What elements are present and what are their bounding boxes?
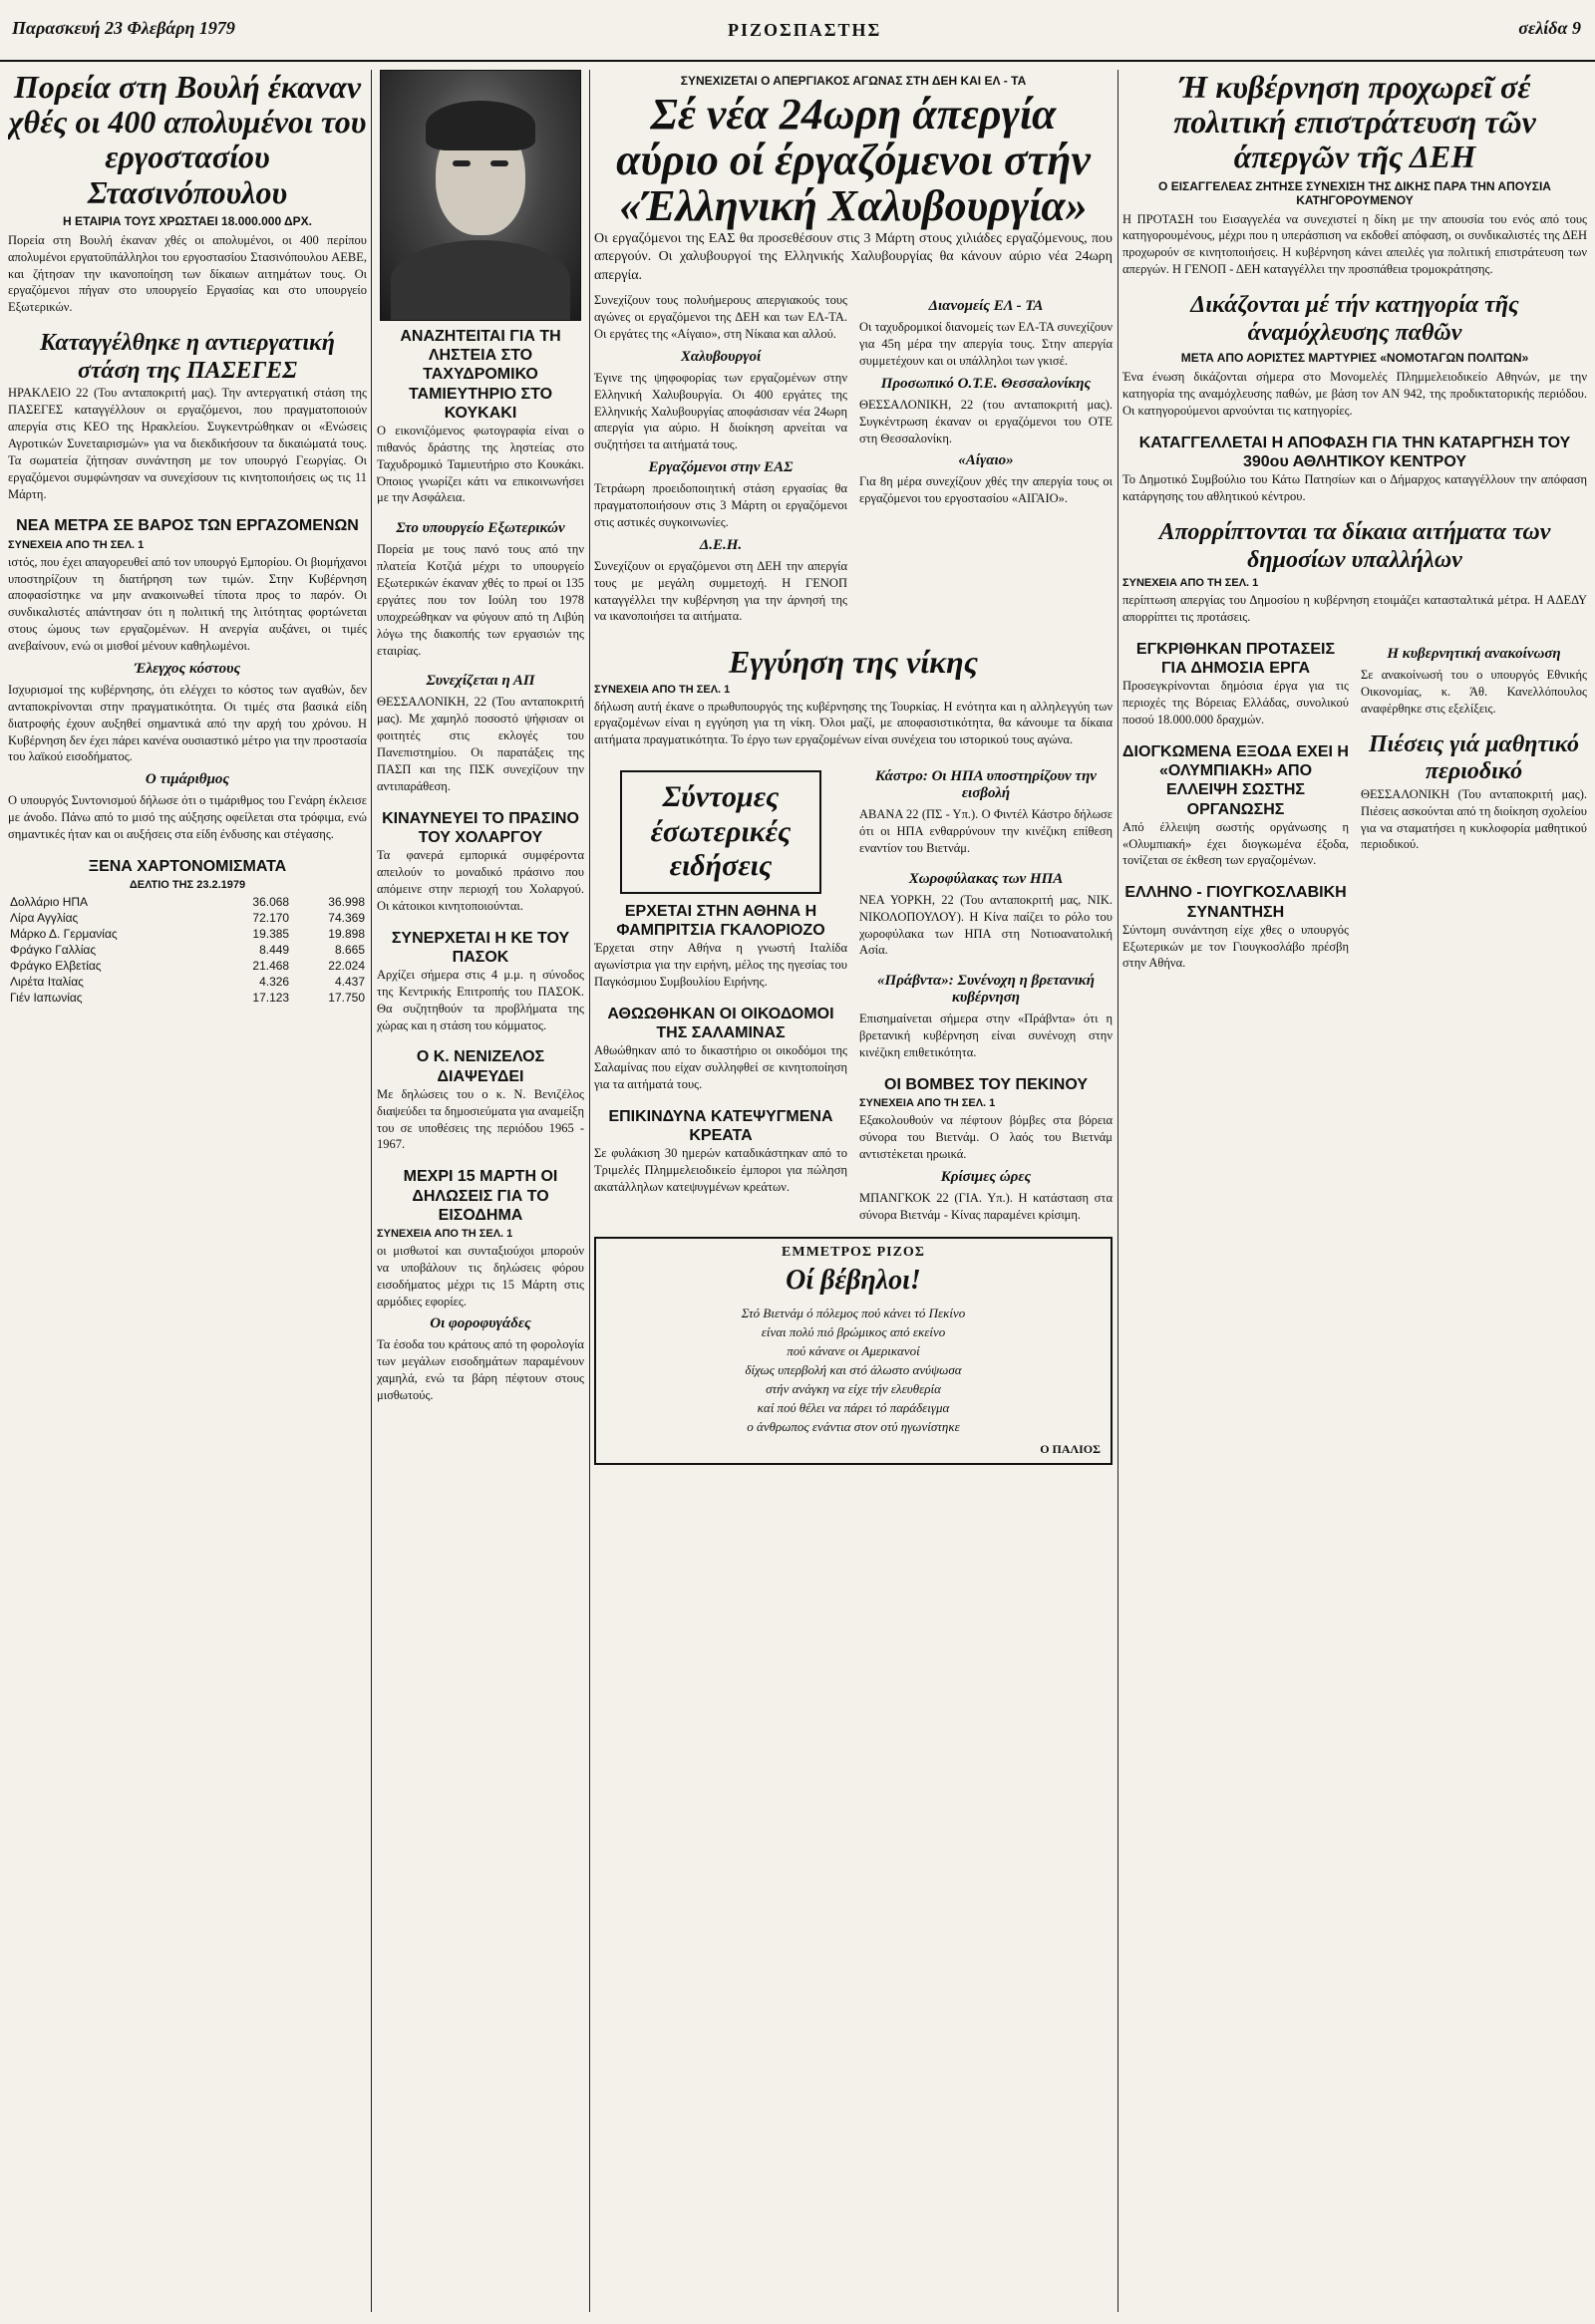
article-usa xyxy=(859,871,1113,960)
article-body: ιστός, που έχει απαγορευθεί από τον υπουργό Εμπορίου. Οι βιομήχανοι υποστηρίζουν τη διατήρηση των τιμών. Στην Κυβέρνηση αποφασίστηκε να μην ανακοινωθεί τίποτα προς το παρόν. Οι συνδικαλιστές απάντησαν ότι η πολιτική της λιτότητας φορτώνεται στους ώμους των εργαζομένων. Η ανεργία αυξάνει, οι τιμές ανεβαίνουν, ενώ οι μισθοί μένουν καθηλωμένοι. xyxy=(8,554,367,653)
article-school-magazine xyxy=(1361,731,1587,854)
kicker: ΣΥΝΕΧΙΖΕΤΑΙ Ο ΑΠΕΡΓΙΑΚΟΣ ΑΓΩΝΑΣ ΣΤΗ ΔΕΗ ΚΑΙ ΕΛ - ΤΑ xyxy=(680,74,1027,88)
subheading: Οι φοροφυγάδες xyxy=(430,1315,531,1332)
headline: Σέ νέα 24ωρη άπεργία αύριο οί έργαζόμενοι στήν «Έλληνική Χαλυβουργία» xyxy=(616,90,1091,231)
headline: ΕΠΙΚΙΝΔΥΝΑ ΚΑΤΕΨΥΓΜΕΝΑ ΚΡΕΑΤΑ xyxy=(608,1107,833,1144)
poem-line: Στό Βιετνάμ ό πόλεμος πού κάνει τό Πεκίνο xyxy=(741,1306,966,1321)
subheading: Στο υπουργείο Εξωτερικών xyxy=(396,520,565,537)
headline: ΟΙ ΒΟΜΒΕΣ ΤΟΥ ΠΕΚΙΝΟΥ xyxy=(884,1075,1088,1093)
article-body: Οι ταχυδρομικοί διανομείς των ΕΛ-ΤΑ συνεχίζουν για 45η μέρα την απεργία τους. Στην απεργία συμμετέχουν και οι υπάλληλοι των γκισέ. xyxy=(859,320,1113,368)
subheading: Ο τιμάριθμος xyxy=(145,771,230,788)
fx-currency: Γιέν Ιαπωνίας xyxy=(10,991,83,1006)
lower-section xyxy=(1122,640,1587,986)
article-body: Πορεία στη Βουλή έκαναν χθές οι απολυμένοι, οι 400 περίπου απολυμένοι εργατοϋπάλληλοι του εργοστασίου Στασινόπουλου ΑΕΒΕ, και ζήτησαν την ικανοποίηση των δίκαιων αιτημάτων τους. Οι εργαζόμενοι πήγαν στο υπουργείο Εργασίας και στο υπουργείο Εξωτερικών. xyxy=(8,232,367,315)
fx-sell: 36.998 xyxy=(328,895,365,910)
headline: Δικάζονται μέ τήν κατηγορία τῆς άναμόχλευσης παθῶν xyxy=(1190,292,1519,346)
subheading: Κρίσιμες ώρες xyxy=(940,1168,1032,1185)
headline: ΕΛΛΗΝΟ - ΓΙΟΥΓΚΟΣΛΑΒΙΚΗ ΣΥΝΑΝΤΗΣΗ xyxy=(1124,884,1347,921)
subheading: Έλεγχος κόστους xyxy=(134,660,241,677)
fx-row xyxy=(8,958,367,974)
fx-row xyxy=(8,926,367,942)
article-body: Έρχεται στην Αθήνα η γνωστή Ιταλίδα αγωνίστρια για την ειρήνη, μέλος της ηγεσίας του Παγκόσμιου Συμβουλίου Ειρήνης. xyxy=(594,941,847,989)
page-number: σελίδα 9 xyxy=(1518,18,1581,38)
article-steel-strike xyxy=(594,74,1113,631)
headline: Ή κυβέρνηση προχωρεῖ σέ πολιτική επιστράτευση τῶν άπεργῶν τῆς ΔΕΗ xyxy=(1173,70,1536,175)
article-body: Τα φανερά εμπορικά συμφέροντα απειλούν το μοναδικό πράσινο που απόμεινε στην περιοχή του Χολαργού. Οι κάτοικοι κινητοποιούνται. xyxy=(377,848,584,913)
continued-label: ΣΥΝΕΧΕΙΑ ΑΠΟ ΤΗ ΣΕΛ. 1 xyxy=(377,1227,513,1240)
article-pasegas xyxy=(8,330,367,502)
fx-buy: 8.449 xyxy=(259,943,290,958)
article-meat xyxy=(594,1107,847,1196)
headline: ΣΥΝΕΡΧΕΤΑΙ Η ΚΕ ΤΟΥ ΠΑΣΟΚ xyxy=(391,929,570,966)
table-subtitle: ΔΕΛΤΙΟ ΤΗΣ 23.2.1979 xyxy=(129,879,246,892)
subheading: Προσωπικό Ο.Τ.Ε. Θεσσαλονίκης xyxy=(880,375,1092,392)
article-body: ΗΡΑΚΛΕΙΟ 22 (Του ανταποκριτή μας). Την αντεργατική στάση της ΠΑΣΕΓΕΣ καταγγέλλουν οι εργαζόμενοι, που πραγματοποιούν απεργία στις ΚΕΟ της Ηρακλείου. Συγκεντρώθηκαν οι «Ενώσεις Αγροτικών Συνεταιρισμών» για να διεκδικήσουν τα δικαιώματά τους. Τα σωματεία ζήτησαν συνάντηση με τον υπουργό Γεωργίας. Οι εργαζόμενοι συμφώνησαν να συνεχίσουν τις κινητοποιήσεις ως τις 11 Μάρτη. xyxy=(8,386,367,501)
column-rule xyxy=(589,70,590,2312)
column-4 xyxy=(1122,70,1587,986)
fx-currency: Φράγκο Γαλλίας xyxy=(10,943,97,958)
poem-box xyxy=(594,1237,1113,1465)
article-body: ΘΕΣΣΑΛΟΝΙΚΗ, 22 (του ανταποκριτή μας). Συγκέντρωση έκαναν οι εργαζόμενοι του ΟΤΕ στη Θεσσαλονίκη. xyxy=(859,397,1113,445)
masthead xyxy=(0,0,1595,62)
fx-sell: 22.024 xyxy=(328,959,365,974)
headline: Απορρίπτονται τα δίκαια αιτήματα των δημοσίων υπαλλήλων xyxy=(1158,519,1551,573)
article-body: Τετράωρη προειδοποιητική στάση εργασίας θα πραγματοποιήσουν στις 3 Μάρτη οι εργαζόμενοι στις αστικές συγκοινωνίες. xyxy=(594,481,847,529)
fx-sell: 4.437 xyxy=(334,975,365,990)
headline: Πορεία στη Βουλή έκαναν χθές οι 400 απολυμένοι του εργοστασίου Στασινόπουλου xyxy=(8,70,367,210)
article-body: Ο υπουργός Συντονισμού δήλωσε ότι ο τιμάριθμος του Γενάρη έκλεισε με άνοδο. Πάνω από το μισό της αύξησης οφείλεται στα τρόφιμα, ενώ σημαντικές ήταν και οι αυξήσεις στα είδη ένδυσης και στέγασης. xyxy=(8,793,367,841)
fx-row xyxy=(8,894,367,910)
subheading: Κάστρο: Οι ΗΠΑ υποστηρίζουν την εισβολή xyxy=(875,768,1097,802)
article-body: Εξακολουθούν να πέφτουν βόμβες στα βόρεια σύνορα του Βιετνάμ. Ο λαός του Βιετνάμ αντιστέκεται ηρωικά. xyxy=(859,1113,1113,1161)
fx-row xyxy=(8,990,367,1006)
continued-label: ΣΥΝΕΧΕΙΑ ΑΠΟ ΤΗ ΣΕΛ. 1 xyxy=(1122,577,1259,590)
fx-currency: Φράγκο Ελβετίας xyxy=(10,959,102,974)
headline: ΝΕΑ ΜΕΤΡΑ ΣΕ ΒΑΡΟΣ ΤΩΝ ΕΡΓΑΖΟΜΕΝΩΝ xyxy=(16,517,359,535)
article-body: Αθωώθηκαν από το δικαστήριο οι οικοδόμοι της Σαλαμίνας που είχαν συλληφθεί σε κινητοποίηση για τα αιτήματά τους. xyxy=(594,1043,847,1091)
headline: ΔΙΟΓΚΩΜΕΝΑ ΕΞΟΔΑ ΕΧΕΙ Η «ΟΛΥΜΠΙΑΚΗ» ΑΠΟ ΕΛΛΕΙΨΗ ΣΩΣΤΗΣ ΟΡΓΑΝΩΣΗΣ xyxy=(1122,742,1349,818)
fx-buy: 17.123 xyxy=(252,991,290,1006)
subheading: Χωροφύλακας των ΗΠΑ xyxy=(908,870,1064,887)
subheading: Εργαζόμενοι στην ΕΑΣ xyxy=(648,459,794,476)
article-body: Ισχυρισμοί της κυβέρνησης, ότι ελέγχει το κόστος των αγαθών, δεν ανταποκρίνονται στην πραγματικότητα. Οι τιμές στα βασικά είδη διατροφής έχουν αυξηθεί σημαντικά από την αρχή του χρόνου. Η Κυβέρνηση δεν έχει πάρει κανένα ουσιαστικό μέτρο για την προστασία του λαϊκού εισοδήματος. xyxy=(8,682,367,764)
headline: ΑΘΩΩΘΗΚΑΝ ΟΙ ΟΙΚΟΔΟΜΟΙ ΤΗΣ ΣΑΛΑΜΙΝΑΣ xyxy=(607,1005,834,1041)
article-body: Ο εικονιζόμενος φωτογραφία είναι ο πιθανός δράστης της ληστείας στο Ταχυδρομικό Ταμιευτήριο στο Κουκάκι. Όποιος γνωρίζει κάτι να επικοινωνήσει με την Ασφάλεια. xyxy=(377,423,584,505)
column-rule xyxy=(1117,70,1118,2312)
headline: Καταγγέλθηκε η αντιεργατική στάση της ΠΑΣΕΓΕΣ xyxy=(40,330,335,384)
column-rule xyxy=(371,70,372,2312)
subheading: Δ.Ε.Η. xyxy=(699,536,743,553)
poem-line: δίχως υπερβολή και στό άλωστο ανύψωσα xyxy=(745,1362,962,1378)
kicker: ΜΕΤΑ ΑΠΟ ΑΟΡΙΣΤΕΣ ΜΑΡΤΥΡΙΕΣ «ΝΟΜΟΤΑΓΩΝ ΠΟΛΙΤΩΝ» xyxy=(1180,351,1529,366)
article-body: Έγινε της ψηφοφορίας των εργαζομένων στην Ελληνική Χαλυβουργία. Οι 400 εργάτες της Ελληνικής Χαλυβουργίας αποφάσισαν νέα 24ωρη απεργία για αύριο. Η διοίκηση αρνείται να συζητήσει τα αιτήματά τους. xyxy=(594,370,847,452)
headline: ΕΡΧΕΤΑΙ ΣΤΗΝ ΑΘΗΝΑ Η ΦΑΜΠΡΙΤΣΙΑ ΓΚΑΛΟΡΙΟΖΟ xyxy=(616,902,825,939)
article-body: Επισημαίνεται σήμερα στην «Πράβντα» ότι η βρετανική κυβέρνηση είναι συνένοχη στην κινέζικη επιθετικότητα. xyxy=(859,1012,1113,1060)
column-3 xyxy=(594,70,1113,1465)
lower-section xyxy=(594,762,1113,1237)
article-new-measures xyxy=(8,516,367,842)
fx-buy: 4.326 xyxy=(259,975,290,990)
article-public-works xyxy=(1122,640,1349,728)
article-guarantee xyxy=(594,645,1113,748)
poem-line: καί πού θέλει να πάρει τό παράδειγμα xyxy=(757,1399,950,1415)
article-salamis xyxy=(594,1005,847,1093)
article-body: Αρχίζει σήμερα στις 4 μ.μ. η σύνοδος της Κεντρικής Επιτροπής του ΠΑΣΟΚ. Θα συζητηθούν τα προβλήματα της χώρας και η στάση του κόμματος. xyxy=(377,967,584,1032)
article-body: οι μισθωτοί και συνταξιούχοι μπορούν να υποβάλουν τις δηλώσεις φόρου εισοδήματος μέχρι τις 15 Μάρτη στις αρμόδιες εφορίες. xyxy=(377,1243,584,1308)
continued-label: ΣΥΝΕΧΕΙΑ ΑΠΟ ΤΗ ΣΕΛ. 1 xyxy=(8,538,145,551)
headline: ΑΝΑΖΗΤΕΙΤΑΙ ΓΙΑ ΤΗ ΛΗΣΤΕΙΑ ΣΤΟ ΤΑΧΥΔΡΟΜΙΚΟ ΤΑΜΙΕΥΤΗΡΙΟ ΣΤΟ ΚΟΥΚΑΚΙ xyxy=(400,328,561,422)
subheading: Χαλυβουργοί xyxy=(680,348,762,365)
poem-line: ο άνθρωπος ενάντια στον οτύ ηγωνίστηκε xyxy=(747,1418,960,1434)
article-sports-center xyxy=(1122,434,1587,505)
article-body: ΜΠΑΝΓΚΟΚ 22 (ΓΙΑ. Υπ.). Η κατάσταση στα σύνορα Βιετνάμ - Κίνας παραμένει κρίσιμη. xyxy=(859,1190,1113,1222)
article-body: Για 8η μέρα συνεχίζουν χθές την απεργία τους οι εργαζόμενοι του εργοστασίου «ΑΙΓΑΙΟ». xyxy=(859,474,1113,506)
article-stasinopoulos xyxy=(8,70,367,316)
headline: Ο Κ. ΝΕΝΙΖΕΛΟΣ ΔΙΑΨΕΥΔΕΙ xyxy=(416,1048,545,1085)
article-castro xyxy=(859,768,1113,857)
subheading: «Πράβντα»: Συνένοχη η βρετανική κυβέρνηση xyxy=(877,973,1095,1007)
issue-date: Παρασκευή 23 Φλεβάρη 1979 xyxy=(12,18,235,38)
headline: ΚΙΝΑΥΝΕΥΕΙ ΤΟ ΠΡΑΣΙΝΟ ΤΟΥ ΧΟΛΑΡΓΟΥ xyxy=(382,809,579,846)
fx-sell: 74.369 xyxy=(328,911,365,926)
article-body: Πορεία με τους πανό τους από την πλατεία Κοτζιά μέχρι το υπουργείο Εξωτερικών έκαναν χθές το πρωί οι 135 εργάτες που τον Ιούλη του 1978 υποχρεώθηκαν να φύγουν από τη Λιβύη λόγω της διακοπής των εργασιών της εταιρίας. xyxy=(377,542,584,658)
article-yugoslav xyxy=(1122,883,1349,972)
column-2 xyxy=(377,70,584,1418)
article-civil-servants xyxy=(1122,519,1587,626)
fx-table xyxy=(8,894,367,1006)
fx-currency: Μάρκο Δ. Γερμανίας xyxy=(10,927,118,942)
continued-label: ΣΥΝΕΧΕΙΑ ΑΠΟ ΤΗ ΣΕΛ. 1 xyxy=(859,1097,996,1110)
fx-buy: 72.170 xyxy=(252,911,290,926)
article-body: Το Δημοτικό Συμβούλιο του Κάτω Πατησίων και ο Δήμαρχος καταγγέλλουν την απόφαση κατάργησης του αθλητικού κέντρου. xyxy=(1122,472,1587,504)
fx-sell: 8.665 xyxy=(334,943,365,958)
fx-row xyxy=(8,910,367,926)
article-body: ΝΕΑ ΥΟΡΚΗ, 22 (Του ανταποκριτή μας, ΝΙΚ. ΝΙΚΟΛΟΠΟΥΛΟΥ). Η Κίνα παίζει το ρόλο του χωροφύλακα των ΗΠΑ στη Νοτιοανατολική Ασία. xyxy=(859,892,1113,958)
article-body: Με δηλώσεις του ο κ. Ν. Βενιζέλος διαψεύδει τα δημοσιεύματα για αναμείξη του σε υποθέσεις της περιόδου 1965 - 1967. xyxy=(377,1086,584,1152)
article-pasok xyxy=(377,929,584,1034)
article-dei-mobilisation xyxy=(1122,70,1587,278)
poem-lines xyxy=(606,1305,1101,1436)
fx-currency: Λιρέτα Ιταλίας xyxy=(10,975,84,990)
article-green xyxy=(377,809,584,915)
fx-buy: 21.468 xyxy=(252,959,290,974)
continued-label: ΣΥΝΕΧΕΙΑ ΑΠΟ ΤΗ ΣΕΛ. 1 xyxy=(594,683,731,696)
article-olympic xyxy=(1122,742,1349,869)
fx-row xyxy=(8,942,367,958)
headline: ΜΕΧΡΙ 15 ΜΑΡΤΗ ΟΙ ΔΗΛΩΣΕΙΣ ΓΙΑ ΤΟ ΕΙΣΟΔΗΜΑ xyxy=(403,1168,558,1224)
poem-line: πού κάνανε οι Αμερικανοί xyxy=(787,1343,920,1359)
kicker: Η ΕΤΑΙΡΙΑ ΤΟΥΣ ΧΡΩΣΤΑΕΙ 18.000.000 ΔΡΧ. xyxy=(63,213,312,228)
article-body: Συνεχίζουν οι εργαζόμενοι στη ΔΕΗ την απεργία τους με μεγάλη συμμετοχή. Η ΓΕΝΟΠ καταγγέλλει την κυβέρνηση για την άρνησή της να ικανοποιήσει τα αιτήματα. xyxy=(594,558,847,624)
article-body: Συνεχίζουν τους πολυήμερους απεργιακούς τους αγώνες οι εργαζόμενοι της ΔΕΗ και των ΕΛ-ΤΑ. Οι εργάτες της «Αίγαιο», στη Νίκαια και αλλού. xyxy=(594,293,847,341)
poem-line: στήν ανάγκη να είχε τήν ελευθερία xyxy=(766,1380,941,1396)
article-body: Προσεγκρίνονται δημόσια έργα για τις περιοχές της Βόρειας Ελλάδας, συνολικού ποσού 18.000.000 δραχμών. xyxy=(1122,679,1349,727)
article-ministry xyxy=(377,520,584,659)
headline: Εγγύηση της νίκης xyxy=(729,644,978,681)
headline: ΚΑΤΑΓΓΕΛΛΕΤΑΙ Η ΑΠΟΦΑΣΗ ΓΙΑ ΤΗΝ ΚΑΤΑΡΓΗΣΗ ΤΟΥ 390ου ΑΘΛΗΤΙΚΟΥ ΚΕΝΤΡΟΥ xyxy=(1138,434,1571,471)
article-body: Σε ανακοίνωσή του ο υπουργός Εθνικής Οικονομίας, κ. Άθ. Κανελλόπουλος αναφέρθηκε στις εξελίξεις. xyxy=(1361,667,1587,716)
fx-currency: Δολλάριο ΗΠΑ xyxy=(10,895,89,910)
subheading: Διανομείς ΕΛ - ΤΑ xyxy=(928,298,1044,315)
article-arrive xyxy=(594,902,847,991)
article-body: Σε φυλάκιση 30 ημερών καταδικάστηκαν από το Τριμελές Πλημμελειοδικείο έμποροι για πώληση ακατάλληλων κατεψυγμένων κρεάτων. xyxy=(594,1146,847,1194)
fx-buy: 36.068 xyxy=(252,895,290,910)
subheading: «Αίγαιο» xyxy=(958,452,1014,469)
article-body: ΑΒΑΝΑ 22 (ΠΣ - Υπ.). Ο Φιντέλ Κάστρο δήλωσε ότι οι ΗΠΑ ενθαρρύνουν την κινέζικη επίθεση εναντίον του Βιετνάμ. xyxy=(859,807,1113,855)
article-bombs xyxy=(859,1075,1113,1224)
kicker: Ο ΕΙΣΑΓΓΕΛΕΑΣ ΖΗΤΗΣΕ ΣΥΝΕΧΙΣΗ ΤΗΣ ΔΙΚΗΣ ΠΑΡΑ ΤΗΝ ΑΠΟΥΣΙΑ ΚΑΤΗΓΟΡΟΥΜΕΝΟΥ xyxy=(1158,178,1551,207)
article-wanted xyxy=(377,327,584,506)
article-body: Η ΠΡΟΤΑΣΗ του Εισαγγελέα να συνεχιστεί η δίκη με την απουσία του ενός από τους κατηγορουμένους, μέχρι που η υπεράσπιση να εκδοθεί απόφαση, οι συνδικαλιστές της ΔΕΗ προχωρούν σε κινητοποιήσεις. Η κυβέρνηση κάνει απειλές για πολιτική επιστράτευση των απεργών. Η ΓΕΝΟΠ - ΔΕΗ καταγγέλλει την προσπάθεια τρομοκράτησης. xyxy=(1122,211,1587,277)
article-body: Ένα ένωση δικάζονται σήμερα στο Μονομελές Πλημμελειοδικείο Αθηνών, με την κατηγορία της αναμόχλευσης παθών, με βάση τον ΑΝ 942, της προδικτατορικής περιόδου. Οι κατηγορούμενοι αρνούνται τις κατηγορίες. xyxy=(1122,370,1587,418)
poem-line: είναι πολύ πιό βρώμικος από εκείνο xyxy=(761,1324,946,1340)
article-gov-announcement xyxy=(1361,646,1587,718)
article-body: ΘΕΣΣΑΛΟΝΙΚΗ, 22 (Του ανταποκριτή μας). Με χαμηλό ποσοστό ψήφισαν οι φοιτητές στις εκλογές του Πανεπιστημίου. Οι παρατάξεις της ΠΑΣΠ και της ΠΣΚ συνεχίζουν την αντιπαράθεση. xyxy=(377,695,584,793)
poem-author: Ο ΠΑΛΙΟΣ xyxy=(1040,1442,1101,1457)
subheading: Η κυβερνητική ανακοίνωση xyxy=(1387,645,1561,662)
article-lead: Οι εργαζόμενοι της ΕΑΣ θα προσεθέσουν στις 3 Μάρτη στους χιλιάδες εργαζόμενους, που απεργούν. Οι χαλυβουργοί της Ελληνικής Χαλυβουργίας θα κάνουν αύριο νέα 24ωρη απεργία. xyxy=(594,230,1113,284)
article-uk xyxy=(859,973,1113,1061)
fx-sell: 17.750 xyxy=(328,991,365,1006)
article-deadline xyxy=(377,1167,584,1404)
poem-title: Οί βέβηλοι! xyxy=(786,1265,921,1297)
article-body: περίπτωση απεργίας του Δημοσίου η κυβέρνηση ετοιμάζει κατασταλτικά μέτρα. Η ΑΔΕΔΥ απορρίπτει τις προτάσεις. xyxy=(1122,593,1587,625)
article-body: Σύντομη συνάντηση είχε χθες ο υπουργός Εξωτερικών με τον Γιουγκοσλάβο πρέσβη στην Αθήνα. xyxy=(1122,922,1349,971)
article-body: Τα έσοδα του κράτους από τη φορολογία των μεγάλων εισοδημάτων παραμένουν χαμηλά, ενώ τα βάρη πέφτουν στους μισθωτούς. xyxy=(377,1337,584,1402)
short-news-box: Σύντομες έσωτερικές ειδήσεις xyxy=(620,770,821,894)
fx-row xyxy=(8,974,367,990)
article-tried xyxy=(1122,292,1587,420)
newspaper-name: ΡΙΖΟΣΠΑΣΤΗΣ xyxy=(728,20,882,40)
headline: ΕΓΚΡΙΘΗΚΑΝ ΠΡΟΤΑΣΕΙΣ ΓΙΑ ΔΗΜΟΣΙΑ ΕΡΓΑ xyxy=(1135,640,1336,678)
fx-buy: 19.385 xyxy=(252,927,290,942)
article-venizelos xyxy=(377,1047,584,1153)
article-body: Από έλλειψη σωστής οργάνωσης η «Ολυμπιακή» έχει διογκωμένα έξοδα, τονίζεται σε έκθεση των εργαζομένων. xyxy=(1122,819,1349,868)
poem-banner: ΕΜΜΕΤΡΟΣ ΡΙΖΟΣ xyxy=(782,1245,925,1261)
column-1 xyxy=(8,70,367,1019)
suspect-photo xyxy=(380,70,581,321)
article-elections xyxy=(377,673,584,794)
fx-table-block xyxy=(8,857,367,1006)
headline: ΞΕΝΑ ΧΑΡΤΟΝΟΜΙΣΜΑΤΑ xyxy=(88,857,287,875)
subheading: Συνεχίζεται η ΑΠ xyxy=(426,673,535,690)
fx-currency: Λίρα Αγγλίας xyxy=(10,911,79,926)
fx-sell: 19.898 xyxy=(328,927,365,942)
article-body: ΘΕΣΣΑΛΟΝΙΚΗ (Του ανταποκριτή μας). Πιέσεις ασκούνται από τη διοίκηση σχολείου για να σταματήσει η κυκλοφορία μαθητικού περιοδικού. xyxy=(1361,786,1587,852)
headline: Πιέσεις γιά μαθητικό περιοδικό xyxy=(1368,730,1580,785)
article-body: δήλωση αυτή έκανε ο πρωθυπουργός της κυβέρνησης της Τουρκίας. Η ενότητα και η αλληλεγγύη των εργαζομένων είναι η εγγύηση για τη νίκη. Όλοι μαζί, με αποφασιστικότητα, θα κάνουμε τα δίκαια αιτήματα πραγματικότητα. Το έργο των εργαζομένων είναι συνέχεια του ιστορικού τους αγώνα. xyxy=(594,699,1113,747)
